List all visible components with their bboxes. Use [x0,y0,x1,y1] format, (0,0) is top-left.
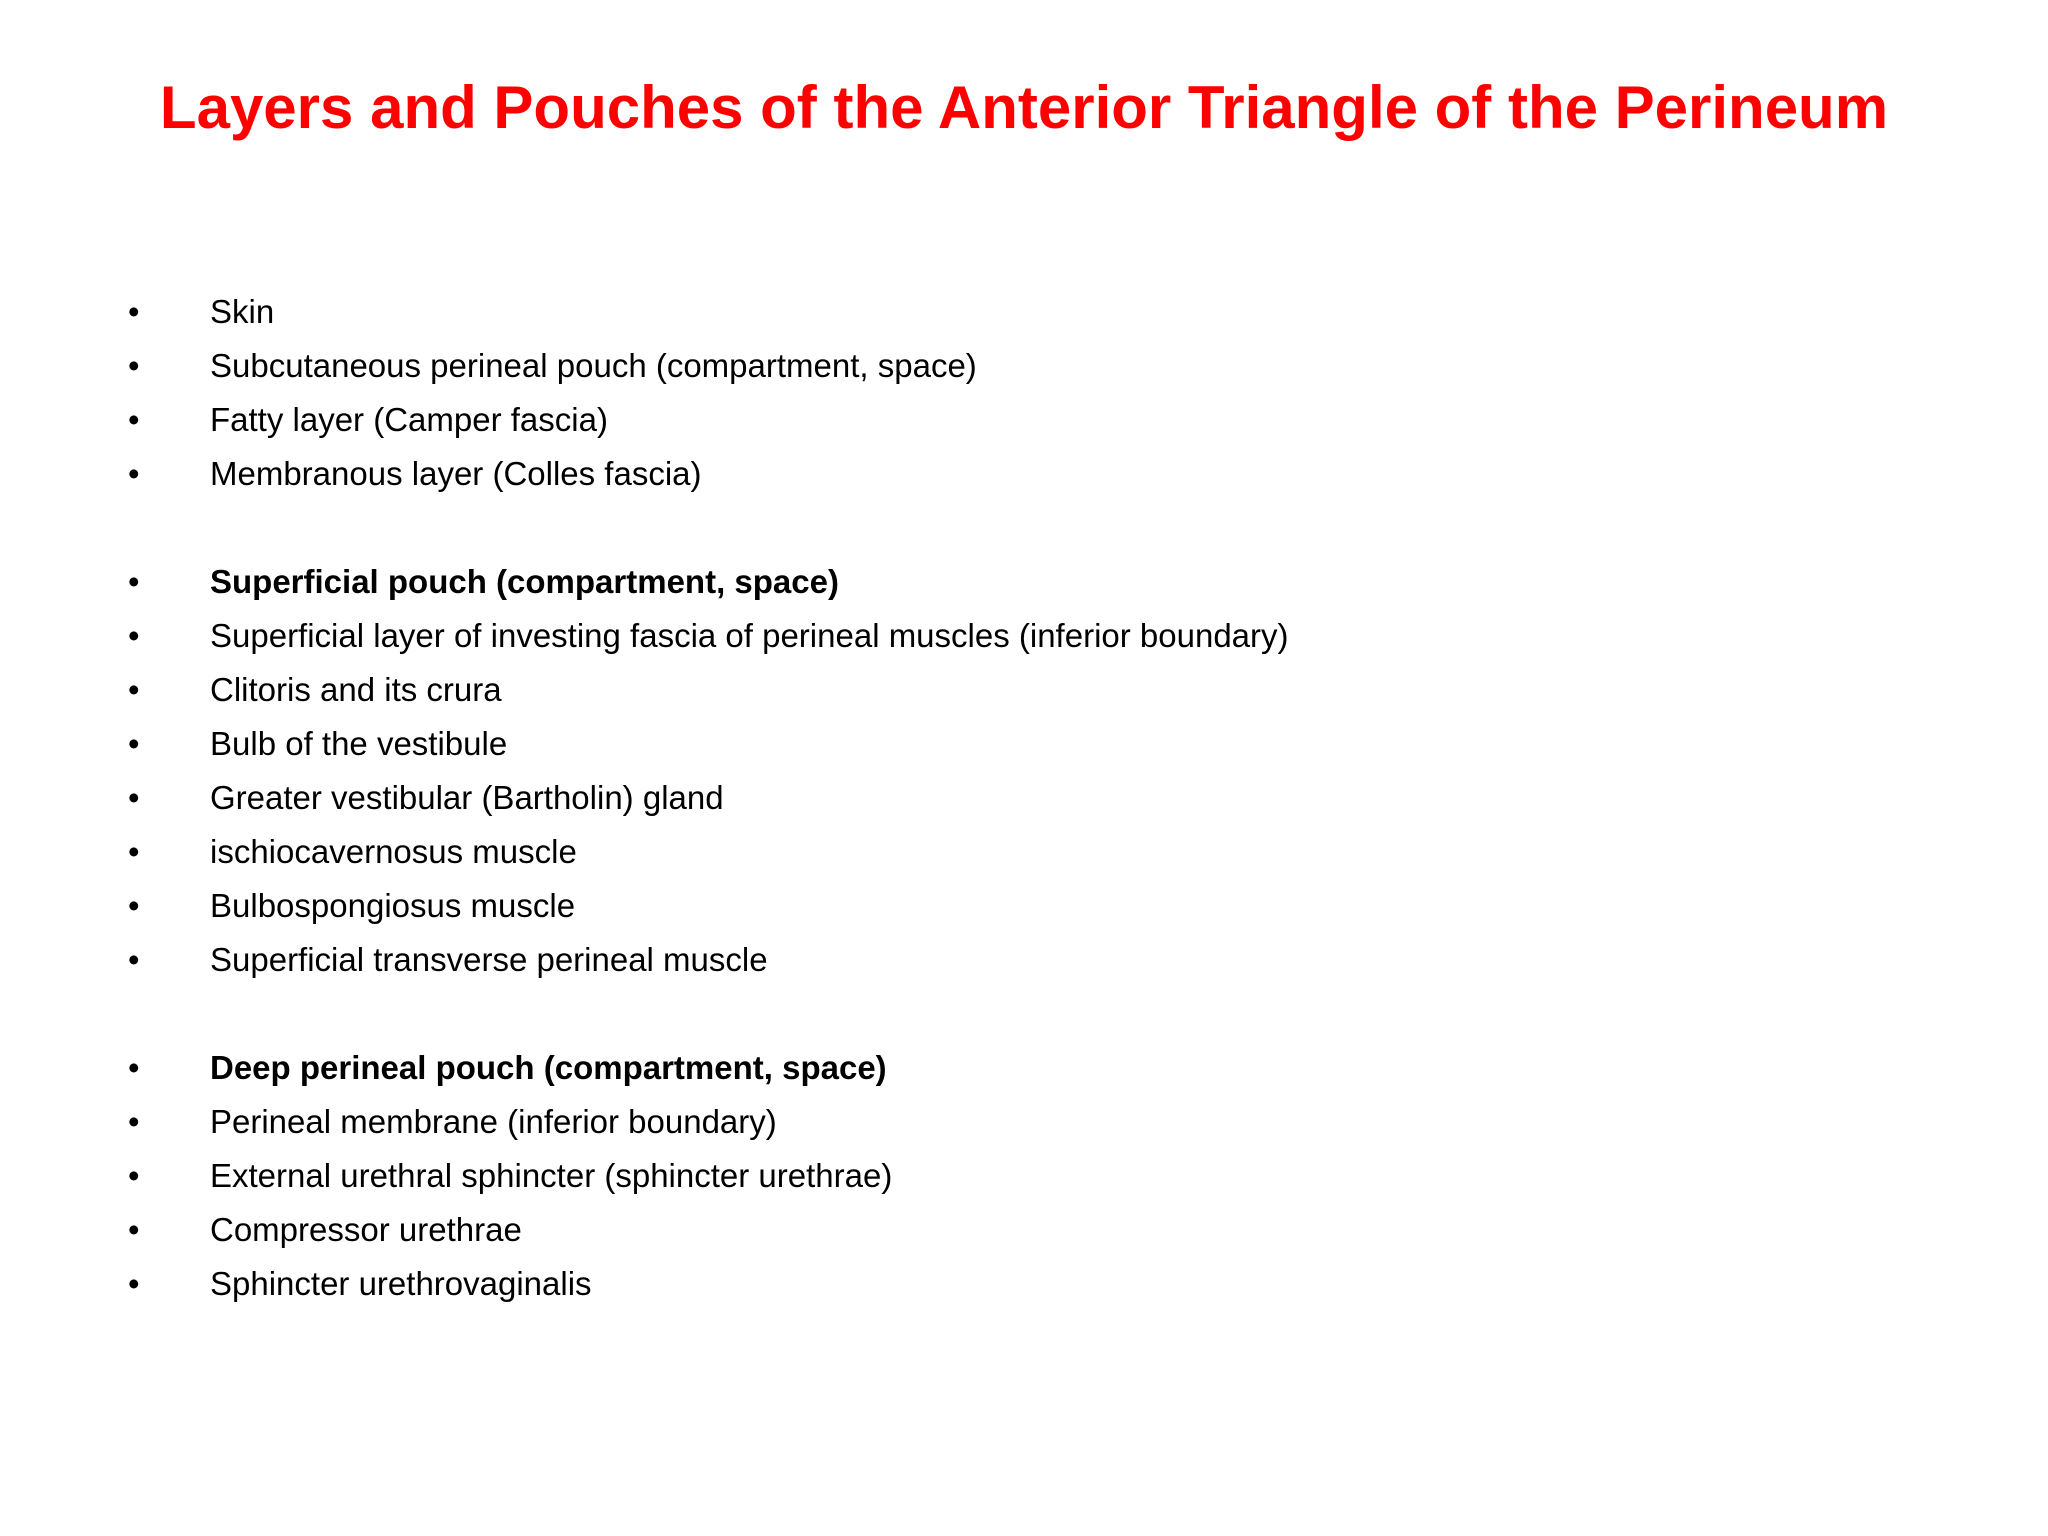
list-item-text: Clitoris and its crura [210,671,502,708]
bullet-icon: • [128,1157,140,1194]
bullet-icon: • [128,1211,140,1248]
list-item [128,285,1928,339]
list-item [128,933,1928,987]
group-spacer [128,501,1928,555]
list-item [128,717,1928,771]
list-item-text: Fatty layer (Camper fascia) [210,401,608,438]
bullet-icon: • [128,455,140,492]
list-item-text: Membranous layer (Colles fascia) [210,455,702,492]
bullet-icon: • [128,293,140,330]
bullet-icon: • [128,833,140,870]
bullet-icon: • [128,617,140,654]
list-item [128,1149,1928,1203]
bullet-icon: • [128,725,140,762]
section-heading-item [128,555,1928,609]
bullet-icon: • [128,779,140,816]
bullet-icon: • [128,671,140,708]
list-item-text: Superficial pouch (compartment, space) [210,563,839,600]
list-item-text: External urethral sphincter (sphincter urethrae) [210,1157,893,1194]
bullet-icon: • [128,401,140,438]
list-item-text: Sphincter urethrovaginalis [210,1265,592,1302]
list-item-text: Compressor urethrae [210,1211,522,1248]
list-item-text: Superficial transverse perineal muscle [210,941,768,978]
bullet-icon: • [128,563,140,600]
bullet-icon: • [128,1265,140,1302]
bullet-list [128,285,1928,1311]
list-item-text: Perineal membrane (inferior boundary) [210,1103,777,1140]
list-item [128,663,1928,717]
list-item-text: Skin [210,293,275,330]
slide-title: Layers and Pouches of the Anterior Triangle of the Perineum [159,74,1889,141]
list-item [128,447,1928,501]
bullet-icon: • [128,347,140,384]
list-item [128,825,1928,879]
list-item [128,879,1928,933]
list-item-text: Deep perineal pouch (compartment, space) [210,1049,887,1086]
bullet-icon: • [128,887,140,924]
list-item-text: Bulb of the vestibule [210,725,508,762]
group-spacer [128,987,1928,1041]
list-item [128,609,1928,663]
list-item-text: Subcutaneous perineal pouch (compartment, space) [210,347,977,384]
list-item-text: Greater vestibular (Bartholin) gland [210,779,724,816]
bullet-icon: • [128,941,140,978]
section-heading-item [128,1041,1928,1095]
list-item-text: Superficial layer of investing fascia of perineal muscles (inferior boundary) [210,617,1289,654]
list-item [128,393,1928,447]
list-item-text: Bulbospongiosus muscle [210,887,576,924]
list-item [128,339,1928,393]
list-item [128,1203,1928,1257]
list-item [128,1257,1928,1311]
list-item [128,771,1928,825]
list-item-text: ischiocavernosus muscle [210,833,577,870]
bullet-icon: • [128,1049,140,1086]
bullet-icon: • [128,1103,140,1140]
list-item [128,1095,1928,1149]
